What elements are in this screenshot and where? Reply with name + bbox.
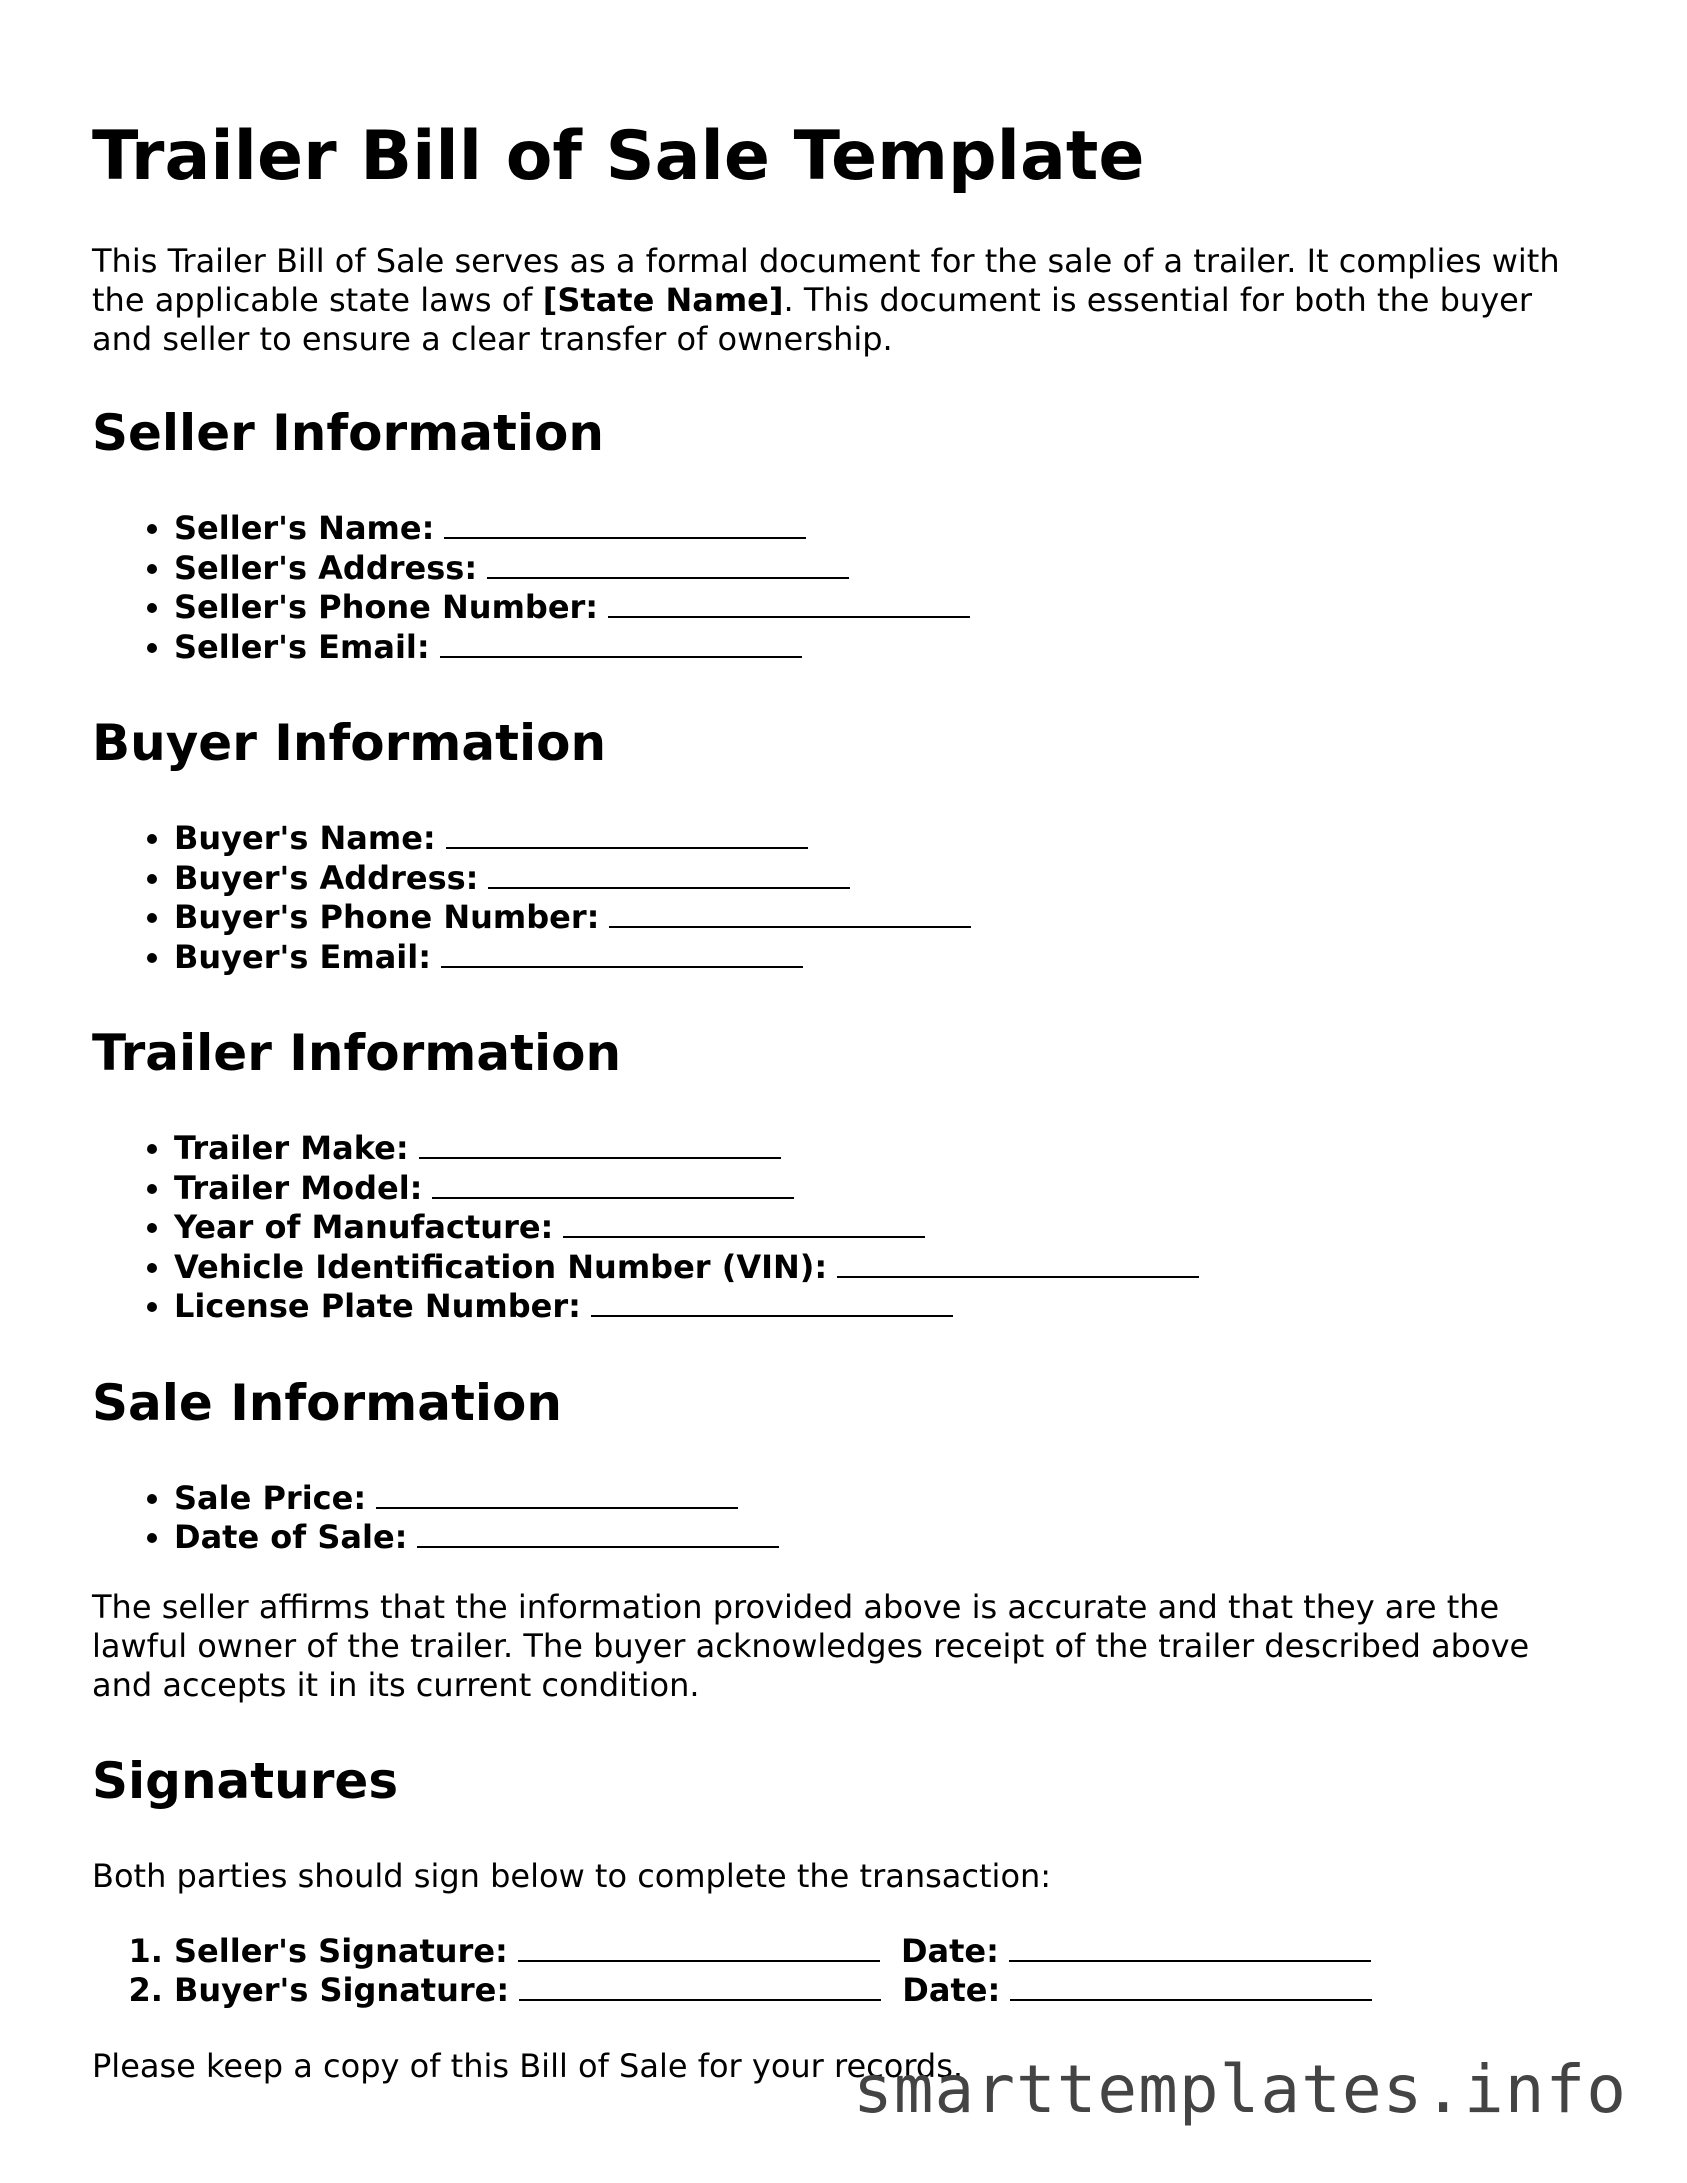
seller-name-field — [174, 509, 1592, 549]
blank-line — [440, 655, 802, 658]
date-label: Date: — [902, 1971, 1001, 2009]
blank-line — [417, 1545, 779, 1548]
field-label: Trailer Make: — [174, 1129, 409, 1167]
signature-blank — [518, 1959, 880, 1962]
closing-note: Please keep a copy of this Bill of Sale for your records. — [92, 2046, 964, 2085]
blank-line — [837, 1275, 1199, 1278]
affirmation-paragraph: The seller affirms that the information provided above is accurate and that they are the lawful owner of the trailer. The buyer acknowledges receipt of the trailer described above and accepts it in its current condition. — [92, 1587, 1530, 1704]
field-label: Seller's Name: — [174, 509, 435, 547]
field-label: Date of Sale: — [174, 1518, 408, 1556]
buyer-signature-line — [174, 1971, 1592, 2011]
trailer-model-field — [174, 1169, 1592, 1209]
intro-paragraph — [92, 242, 1592, 359]
buyer-name-field — [174, 819, 1592, 859]
blank-line — [444, 536, 806, 539]
field-label: Buyer's Phone Number: — [174, 898, 600, 936]
state-name-placeholder: [State Name] — [542, 281, 784, 319]
watermark: smarttemplates.info — [853, 2051, 1627, 2128]
field-label: Buyer's Address: — [174, 858, 479, 897]
date-blank — [1010, 1998, 1372, 2001]
buyer-phone-field — [174, 898, 1592, 938]
blank-line — [446, 846, 808, 849]
vin-field — [174, 1248, 1592, 1288]
seller-fields-list — [92, 509, 1592, 667]
blank-line — [609, 925, 971, 928]
seller-phone-field — [174, 588, 1592, 628]
trailer-fields-list — [92, 1129, 1592, 1327]
document — [92, 112, 1592, 2086]
blank-line — [563, 1235, 925, 1238]
intro-text-before: This Trailer Bill of Sale serves as a formal document for the sale of a trailer. It complies with the applicable state laws of — [92, 242, 1560, 319]
license-plate-field — [174, 1287, 1592, 1327]
buyer-address-field — [174, 859, 1592, 899]
sale-price-field — [174, 1479, 1592, 1519]
date-blank — [1009, 1959, 1371, 1962]
sale-fields-list — [92, 1479, 1592, 1558]
field-label: Vehicle Identification Number (VIN): — [174, 1247, 828, 1286]
field-label: License Plate Number: — [174, 1287, 581, 1325]
field-label: Sale Price: — [174, 1478, 367, 1517]
blank-line — [488, 886, 850, 889]
signature-instruction: Both parties should sign below to complete the transaction: — [92, 1856, 1052, 1895]
signature-list — [92, 1932, 1592, 2011]
blank-line — [591, 1314, 953, 1317]
field-label: Buyer's Name: — [174, 819, 436, 857]
seller-heading: Seller Information — [92, 404, 604, 462]
field-label: Buyer's Email: — [174, 937, 432, 976]
buyer-fields-list — [92, 819, 1592, 977]
field-label: Seller's Address: — [174, 548, 478, 587]
field-label: Trailer Model: — [174, 1168, 423, 1207]
signature-blank — [519, 1998, 881, 2001]
blank-line — [487, 576, 849, 579]
field-label: Year of Manufacture: — [174, 1208, 554, 1246]
signature-label: Seller's Signature: — [174, 1931, 508, 1970]
year-of-manufacture-field — [174, 1208, 1592, 1248]
buyer-heading: Buyer Information — [92, 714, 607, 772]
trailer-make-field — [174, 1129, 1592, 1169]
signatures-heading: Signatures — [92, 1751, 399, 1810]
blank-line — [441, 965, 803, 968]
seller-email-field — [174, 628, 1592, 668]
blank-line — [419, 1156, 781, 1159]
seller-signature-line — [174, 1932, 1592, 1972]
seller-address-field — [174, 549, 1592, 589]
intro-text-after: . This document is essential for both the buyer and seller to ensure a clear transfer of ownership. — [92, 281, 1532, 358]
blank-line — [376, 1506, 738, 1509]
trailer-heading: Trailer Information — [92, 1024, 622, 1082]
field-label: Seller's Email: — [174, 627, 430, 666]
date-label: Date: — [900, 1931, 999, 1970]
sale-heading: Sale Information — [92, 1373, 562, 1432]
field-label: Seller's Phone Number: — [174, 588, 599, 626]
date-of-sale-field — [174, 1518, 1592, 1558]
blank-line — [608, 615, 970, 618]
buyer-email-field — [174, 938, 1592, 978]
blank-line — [432, 1196, 794, 1199]
signature-label: Buyer's Signature: — [174, 1971, 510, 2009]
document-title: Trailer Bill of Sale Template — [92, 117, 1145, 196]
